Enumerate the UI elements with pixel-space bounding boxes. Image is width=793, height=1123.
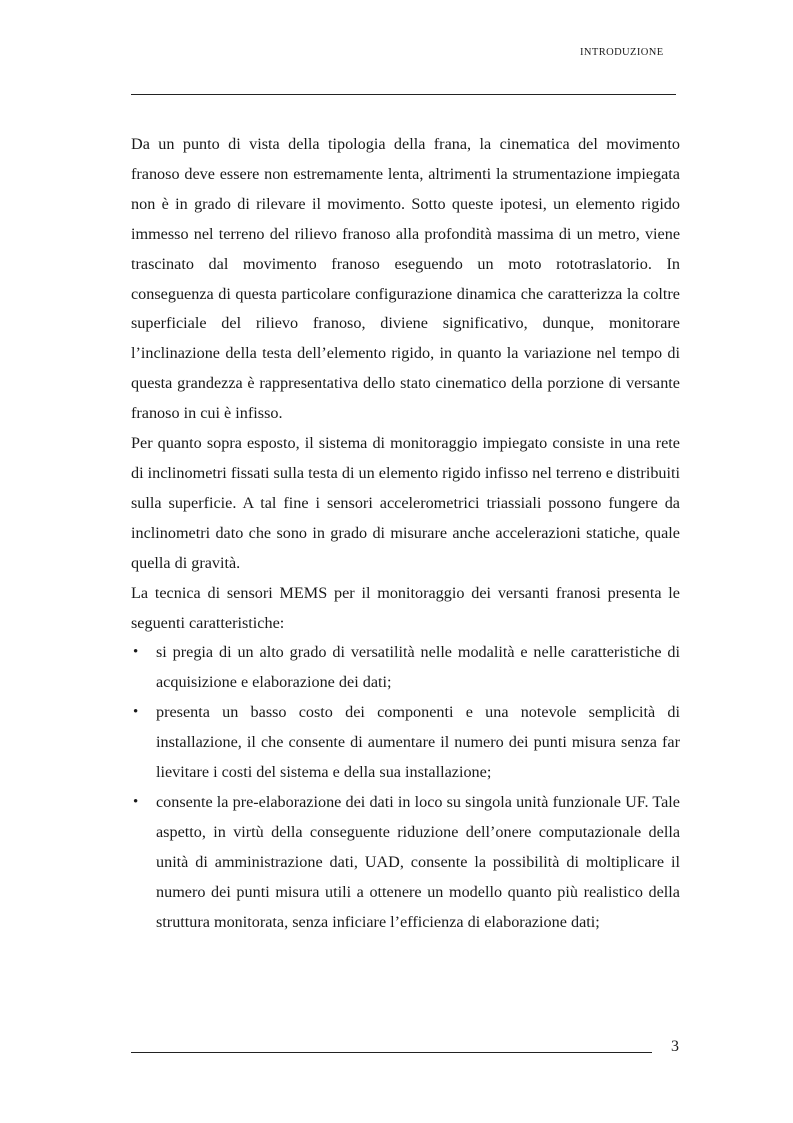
footer-divider (131, 1052, 652, 1053)
page-number: 3 (671, 1038, 679, 1055)
header-divider (131, 94, 676, 95)
bullet-icon: • (133, 644, 139, 661)
running-header-title: INTRODUZIONE (580, 47, 664, 58)
list-item (131, 638, 680, 698)
list-item-text: presenta un basso costo dei componenti e una notevole semplicità di installazione, il che consente di aumentare il numero dei punti misura senza far lievitare i costi del sistema e della sua installazione; (156, 703, 680, 782)
main-text (131, 130, 680, 937)
list-item (131, 788, 680, 938)
paragraph: Da un punto di vista della tipologia della frana, la cinematica del movimento franoso deve essere non estremamente lenta, altrimenti la strumentazione impiegata non è in grado di rilevare il movimento. Sotto queste ipotesi, un elemento rigido immesso nel terreno del rilievo franoso alla profondità massima di un metro, viene trascinato dal movimento franoso eseguendo un moto rototraslatorio. In conseguenza di questa particolare configurazione dinamica che caratterizza la coltre superficiale del rilievo franoso, diviene significativo, dunque, monitorare l’inclinazione della testa dell’elemento rigido, in quanto la variazione nel tempo di questa grandezza è rappresentativa dello stato cinematico della porzione di versante franoso in cui è infisso. (131, 135, 680, 423)
list-item-text: si pregia di un alto grado di versatilità nelle modalità e nelle caratteristiche di acquisizione e elaborazione dei dati; (156, 643, 680, 692)
bullet-icon: • (133, 793, 139, 810)
list-item (131, 698, 680, 788)
bullet-icon: • (133, 704, 139, 721)
list-item-text: consente la pre-elaborazione dei dati in loco su singola unità funzionale UF. Tale aspetto, in virtù della conseguente riduzione dell’onere computazionale della unità di amministrazione dati, UAD, consente la possibilità di moltiplicare il numero dei punti misura utili a ottenere un modello quanto più realistico della struttura monitorata, senza inficiare l’efficienza di elaborazione dati; (156, 792, 680, 931)
paragraph: La tecnica di sensori MEMS per il monitoraggio dei versanti franosi presenta le seguenti caratteristiche: (131, 583, 680, 632)
paragraph: Per quanto sopra esposto, il sistema di monitoraggio impiegato consiste in una rete di inclinometri fissati sulla testa di un elemento rigido infisso nel terreno e distribuiti sulla superficie. A tal fine i sensori accelerometrici triassiali possono fungere da inclinometri dato che sono in grado di misurare anche accelerazioni statiche, quale quella di gravità. (131, 434, 680, 572)
feature-list (131, 638, 680, 937)
